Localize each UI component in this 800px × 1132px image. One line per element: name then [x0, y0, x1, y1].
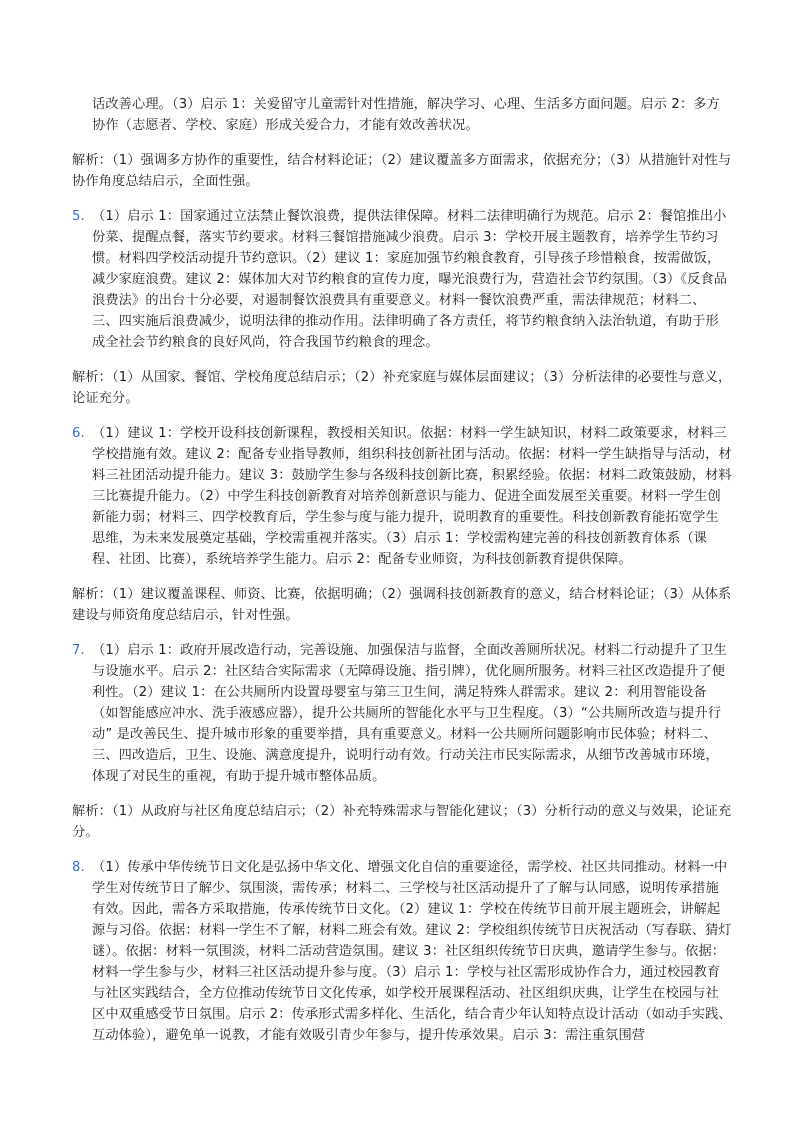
answer-item-8	[72, 857, 732, 1046]
answer-item-7	[72, 640, 732, 787]
item-number: 5.	[72, 209, 85, 224]
analysis-item-7: 解析：（1）从政府与社区角度总结启示；（2）补充特殊需求与智能化建议；（3）分析行动的意义与效果，论证充分。	[72, 804, 732, 840]
previous-analysis: 解析：（1）强调多方协作的重要性，结合材料论证；（2）建议覆盖多方面需求，依据充分；（3）从措施针对性与协作角度总结启示，全面性强。	[72, 153, 732, 189]
previous-answer-continuation: 话改善心理。（3）启示 1：关爱留守儿童需针对性措施，解决学习、心理、生活多方面问题。启示 2：多方协作（志愿者、学校、家庭）形成关爱合力，才能有效改善状况。	[92, 97, 720, 133]
item-number: 6.	[72, 426, 85, 441]
answer-text: （1）传承中华传统节日文化是弘扬中华文化、增强文化自信的重要途径，需学校、社区共同推动。材料一中学生对传统节日了解少、氛围淡，需传承；材料二、三学校与社区活动提升了了解与认同感，说明传承措施有效。因此，需各方采取措施，传承传统节日文化。（2）建议 1：学校在传统节日前开展主题班会，讲解起源与习俗。依据：材料一学生不了解，材料二班会有效。建议 2：学校组织传统节日庆祝活动（写春联、猜灯谜）。依据：材料一氛围淡，材料二活动营造氛围。建议 3：社区组织传统节日庆典，邀请学生参与。依据：材料一学生参与少，材料三社区活动提升参与度。（3）启示 1：学校与社区需形成协作合力，通过校园教育与社区实践结合，全方位推动传统节日文化传承，如学校开展课程活动、社区组织庆典，让学生在校园与社区中双重感受节日氛围。启示 2：传承形式需多样化、生活化，结合青少年认知特点设计活动（如动手实践、互动体验），避免单一说教，才能有效吸引青少年参与，提升传承效果。启示 3：需注重氛围营	[92, 860, 732, 1043]
item-number: 7.	[72, 643, 85, 658]
answer-item-6	[72, 423, 732, 570]
answer-text: （1）启示 1：国家通过立法禁止餐饮浪费，提供法律保障。材料二法律明确行为规范。启示 2：餐馆推出小份菜、提醒点餐，落实节约要求。材料三餐馆措施减少浪费。启示 3：学校开展主题教育，培养学生节约习惯。材料四学校活动提升节约意识。（2）建议 1：家庭加强节约粮食教育，引导孩子珍惜粮食，按需做饭，减少家庭浪费。建议 2：媒体加大对节约粮食的宣传力度，曝光浪费行为，营造社会节约氛围。（3）《反食品浪费法》的出台十分必要，对遏制餐饮浪费具有重要意义。材料一餐饮浪费严重，需法律规范；材料二、三、四实施后浪费减少，说明法律的推动作用。法律明确了各方责任，将节约粮食纳入法治轨道，有助于形成全社会节约粮食的良好风尚，符合我国节约粮食的理念。	[92, 209, 728, 350]
answer-text: （1）建议 1：学校开设科技创新课程，教授相关知识。依据：材料一学生缺知识，材料二政策要求，材料三学校措施有效。建议 2：配备专业指导教师，组织科技创新社团与活动。依据：材料一学生缺指导与活动，材料三社团活动提升能力。建议 3：鼓励学生参与各级科技创新比赛，积累经验。依据：材料二政策鼓励，材料三比赛提升能力。（2）中学生科技创新教育对培养创新意识与能力、促进全面发展至关重要。材料一学生创新能力弱；材料三、四学校教育后，学生参与度与能力提升，说明教育的重要性。科技创新教育能拓宽学生思维，为未来发展奠定基础，学校需重视并落实。（3）启示 1：学校需构建完善的科技创新教育体系（课程、社团、比赛），系统培养学生能力。启示 2：配备专业师资，为科技创新教育提供保障。	[92, 426, 732, 567]
answer-text: （1）启示 1：政府开展改造行动，完善设施、加强保洁与监督，全面改善厕所状况。材料二行动提升了卫生与设施水平。启示 2：社区结合实际需求（无障碍设施、指引牌），优化厕所服务。材料三社区改造提升了便利性。（2）建议 1：在公共厕所内设置母婴室与第三卫生间，满足特殊人群需求。建议 2：利用智能设备（如智能感应冲水、洗手液感应器），提升公共厕所的智能化水平与卫生程度。（3）“公共厕所改造与提升行动” 是改善民生、提升城市形象的重要举措，具有重要意义。材料一公共厕所问题影响市民体验；材料二、三、四改造后，卫生、设施、满意度提升，说明行动有效。行动关注市民实际需求，从细节改善城市环境，体现了对民生的重视，有助于提升城市整体品质。	[92, 643, 727, 784]
answer-item-5	[72, 206, 732, 353]
analysis-item-6: 解析：（1）建议覆盖课程、师资、比赛，依据明确；（2）强调科技创新教育的意义，结合材料论证；（3）从体系建设与师资角度总结启示，针对性强。	[72, 587, 732, 623]
item-number: 8.	[72, 860, 85, 875]
answer-page	[72, 94, 732, 1060]
analysis-item-5: 解析：（1）从国家、餐馆、学校角度总结启示；（2）补充家庭与媒体层面建议；（3）分析法律的必要性与意义，论证充分。	[72, 370, 732, 406]
